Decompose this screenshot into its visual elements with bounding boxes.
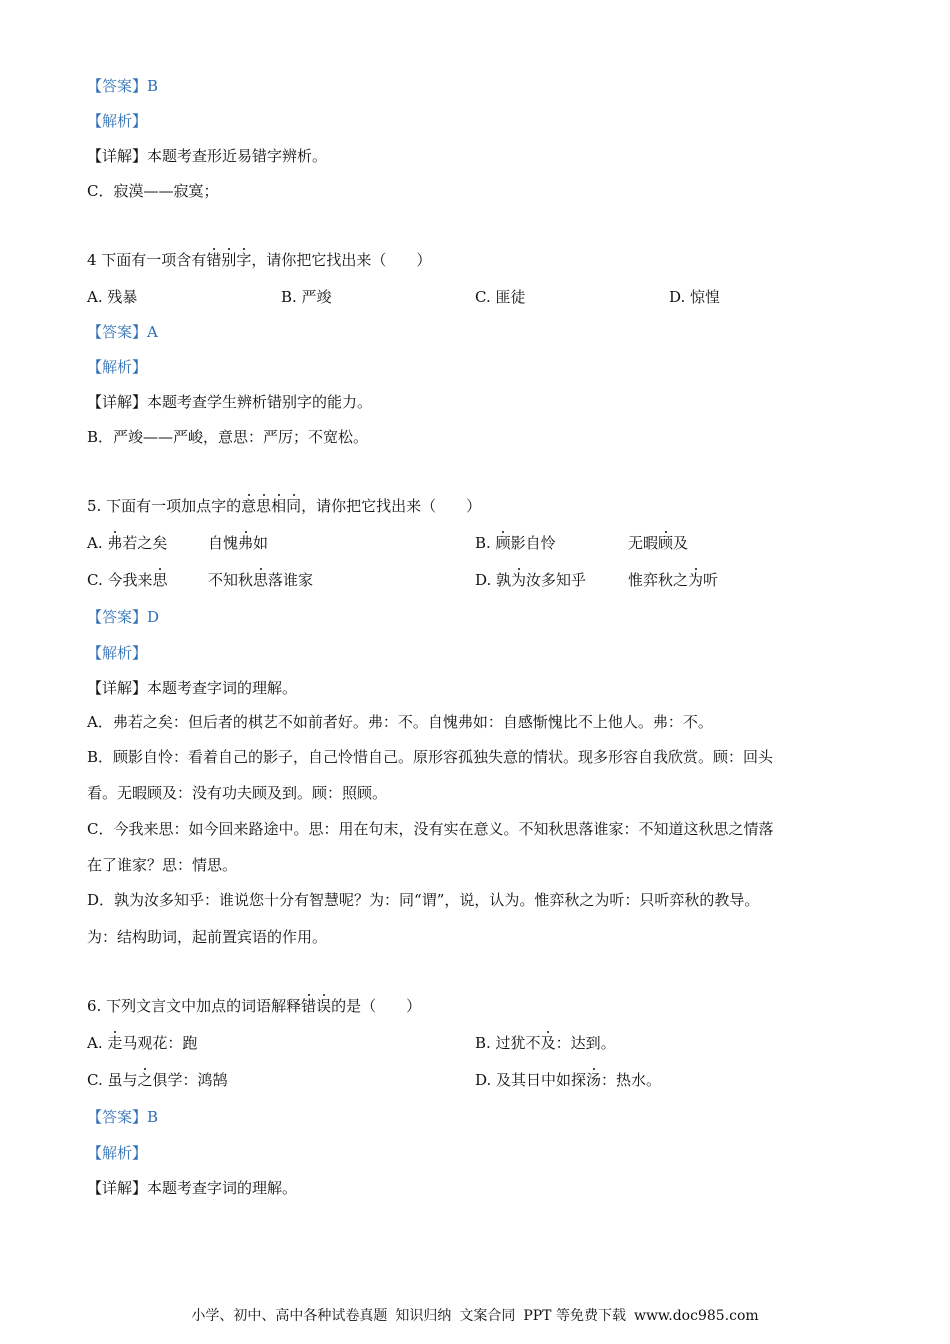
footer-text: 小学、初中、高中各种试卷真题 bbox=[191, 1308, 388, 1324]
q5-detail: 【详解】本题考查字词的理解。 bbox=[87, 679, 298, 697]
q6-option-b bbox=[475, 1033, 616, 1053]
q6-option-a bbox=[87, 1033, 197, 1053]
page-footer bbox=[0, 1306, 950, 1326]
q5-option-b-1 bbox=[475, 533, 556, 553]
text: A. bbox=[87, 534, 108, 552]
q5-option-d-1 bbox=[475, 570, 586, 590]
text: 不知秋 bbox=[208, 571, 254, 589]
q3-detail: 【详解】本题考查形近易错字辨析。 bbox=[87, 147, 328, 165]
q4-stem-dot-char: 错 bbox=[206, 251, 222, 269]
q5-answer-label: 【答案】D bbox=[87, 608, 160, 626]
text: D. 孰 bbox=[475, 571, 512, 589]
dot-char: 之 bbox=[137, 1071, 153, 1089]
text: 影自怜 bbox=[510, 534, 556, 552]
q5-stem-pre: 5. 下面有一项加点字的 bbox=[87, 497, 242, 515]
q5-explain-d-line2: 为：结构助词，起前置宾语的作用。 bbox=[87, 928, 328, 946]
q6-answer-label: 【答案】B bbox=[87, 1108, 159, 1126]
q5-explain-c-line2: 在了谁家？思：情思。 bbox=[87, 856, 238, 874]
text: 若之矣 bbox=[122, 534, 168, 552]
q4-detail: 【详解】本题考查学生辨析错别字的能力。 bbox=[87, 393, 373, 411]
dot-char: 为 bbox=[511, 571, 527, 589]
q5-stem-dot-char: 意 bbox=[241, 497, 257, 515]
q6-stem-pre: 6. 下列文言文中加点的词语解释 bbox=[87, 997, 302, 1015]
q3-line-c: C．寂漠——寂寞； bbox=[87, 182, 219, 200]
q5-stem-dot-char: 相 bbox=[271, 497, 287, 515]
text: 落谁家 bbox=[268, 571, 314, 589]
footer-link[interactable]: www.doc985.com bbox=[633, 1308, 759, 1324]
q5-option-a-1 bbox=[87, 533, 167, 553]
q5-explain-b-line1: B．顾影自怜：看着自己的影子，自己怜惜自己。原形容孤独失意的情状。现多形容自我欣赏。顾：回头 bbox=[87, 748, 774, 766]
text: 惟弈秋之 bbox=[628, 571, 689, 589]
q4-option-d: D. 惊惶 bbox=[669, 288, 721, 306]
q6-option-c bbox=[87, 1070, 228, 1090]
footer-text: PPT 等免费下载 bbox=[523, 1308, 626, 1324]
q4-stem-dot-char: 别 bbox=[221, 251, 237, 269]
dot-char: 思 bbox=[253, 571, 269, 589]
text: 汝多知乎 bbox=[526, 571, 587, 589]
q6-analysis-label: 【解析】 bbox=[87, 1144, 148, 1162]
q6-stem-post: 的是（ ） bbox=[331, 997, 422, 1015]
q5-stem-post: ，请你把它找出来（ ） bbox=[301, 497, 482, 515]
q5-option-a-2 bbox=[208, 533, 268, 553]
text: B. 过犹不 bbox=[475, 1034, 541, 1052]
text: A. bbox=[87, 1034, 108, 1052]
footer-text: 文案合同 bbox=[459, 1308, 516, 1324]
q5-option-c-2 bbox=[208, 570, 313, 590]
q4-stem-pre: 4 下面有一项含有 bbox=[87, 251, 207, 269]
q6-stem-dot-char: 错 bbox=[301, 997, 317, 1015]
text: D. 及其日中如探 bbox=[475, 1071, 587, 1089]
q4-option-a: A. 残暴 bbox=[87, 288, 138, 306]
q5-explain-c-line1: C．今我来思：如今回来路途中。思：用在句末，没有实在意义。不知秋思落谁家：不知道这秋思之情落 bbox=[87, 820, 774, 838]
q5-explain-a: A．弗若之矣：但后者的棋艺不如前者好。弗：不。自愧弗如：自感惭愧比不上他人。弗：不。 bbox=[87, 713, 713, 731]
q5-option-b-2 bbox=[628, 533, 688, 553]
text: 马观花：跑 bbox=[122, 1034, 198, 1052]
dot-char: 思 bbox=[152, 571, 168, 589]
dot-char: 及 bbox=[540, 1034, 556, 1052]
q4-answer-label: 【答案】A bbox=[87, 323, 158, 341]
q4-stem-post: ，请你把它找出来（ ） bbox=[251, 251, 432, 269]
q6-detail: 【详解】本题考查字词的理解。 bbox=[87, 1179, 298, 1197]
q3-answer-label: 【答案】B bbox=[87, 77, 159, 95]
q4-option-c: C. 匪徒 bbox=[475, 288, 526, 306]
q4-option-b: B. 严竣 bbox=[281, 288, 332, 306]
q5-stem-dot-char: 同 bbox=[286, 497, 302, 515]
text: 及 bbox=[673, 534, 689, 552]
q3-analysis-label: 【解析】 bbox=[87, 112, 148, 130]
dot-char: 为 bbox=[688, 571, 704, 589]
text: ：达到。 bbox=[555, 1034, 616, 1052]
text: 如 bbox=[253, 534, 269, 552]
text: C. 虽与 bbox=[87, 1071, 138, 1089]
text: 自愧 bbox=[208, 534, 239, 552]
q6-option-d bbox=[475, 1070, 661, 1090]
q4-analysis-label: 【解析】 bbox=[87, 358, 148, 376]
q5-stem bbox=[87, 496, 481, 516]
text: C. 今我来 bbox=[87, 571, 153, 589]
footer-text: 知识归纳 bbox=[395, 1308, 452, 1324]
q5-analysis-label: 【解析】 bbox=[87, 644, 148, 662]
dot-char: 顾 bbox=[658, 534, 674, 552]
text: ：热水。 bbox=[601, 1071, 662, 1089]
q4-stem-dot-char: 字 bbox=[236, 251, 252, 269]
q5-explain-d-line1: D．孰为汝多知乎：谁说您十分有智慧呢？为：同“谓”，说，认为。惟弈秋之为听：只听弈秋的教导。 bbox=[87, 891, 760, 909]
q4-stem bbox=[87, 250, 431, 270]
text: 听 bbox=[703, 571, 719, 589]
q5-option-c-1 bbox=[87, 570, 168, 590]
text: B. bbox=[475, 534, 496, 552]
q4-line-b: B．严竣——严峻，意思：严厉；不宽松。 bbox=[87, 428, 369, 446]
dot-char: 走 bbox=[107, 1034, 123, 1052]
q5-option-d-2 bbox=[628, 570, 718, 590]
dot-char: 弗 bbox=[238, 534, 254, 552]
q5-stem-dot-char: 思 bbox=[256, 497, 272, 515]
q6-stem-dot-char: 误 bbox=[316, 997, 332, 1015]
q5-explain-b-line2: 看。无暇顾及：没有功夫顾及到。顾：照顾。 bbox=[87, 784, 388, 802]
text: 俱学：鸿鹄 bbox=[152, 1071, 228, 1089]
dot-char: 弗 bbox=[107, 534, 123, 552]
text: 无暇 bbox=[628, 534, 659, 552]
dot-char: 汤 bbox=[586, 1071, 602, 1089]
q6-stem bbox=[87, 996, 421, 1016]
dot-char: 顾 bbox=[495, 534, 511, 552]
